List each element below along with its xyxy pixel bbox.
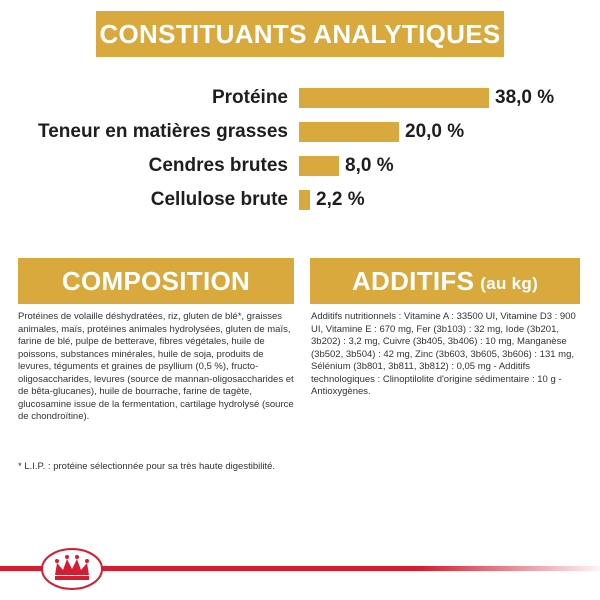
- constituent-label: Teneur en matières grasses: [38, 121, 288, 142]
- constituent-label: Protéine: [211, 87, 288, 108]
- constituent-value: 2,2 %: [316, 189, 365, 210]
- constituent-row: [0, 187, 600, 213]
- additifs-unit: (au kg): [480, 273, 539, 293]
- constituent-label: Cellulose brute: [150, 189, 288, 210]
- constituent-value: 38,0 %: [495, 87, 555, 108]
- additifs-text: Additifs nutritionnels : Vitamine A : 33500 UI, Vitamine D3 : 900 UI, Vitamine E : 670 mg, Fer (3b103) : 32 mg, Iode (3b201, 3b202) : 3,2 mg, Cuivre (3b405, 3b406) : 10 mg, Manganèse (3b502, 3b504) : 42 mg, Zinc (3b603, 3b605, 3b606) : 131 mg, Sélénium (3b801, 3b811, 3b812) : 0,05 mg - Additifs technologiques : Clinoptilolite d'origine sédimentaire : 10 g - Antioxygènes.: [311, 311, 576, 397]
- additifs-banner: [310, 258, 580, 304]
- constituants-analytiques-title: CONSTITUANTS ANALYTIQUES: [99, 18, 501, 49]
- constituent-row: [0, 119, 600, 145]
- footnote: * L.I.P. : protéine sélectionnée pour sa très haute digestibilité.: [18, 461, 276, 472]
- constituent-bar: [299, 156, 339, 176]
- constituent-value: 8,0 %: [345, 155, 394, 176]
- crown-logo-icon: [41, 548, 103, 590]
- constituent-row: [0, 153, 600, 179]
- composition-text: Protéines de volaille déshydratées, riz, gluten de blé*, graisses animales, maïs, protéines animales hydrolysées, gluten de maïs, farine de blé, pulpe de betterave, fibres végétales, huile de poissons, substances minérales, huile de soja, produits de levures, téguments et graines de psyllium (0,5 %), fructo-oligosaccharides, levures (source de mannan-oligosaccharides et de bêta-glucanes), huile de bourrache, farine de tagète, glucosamine issue de la fermentation, cartilage hydrolysé (source de chondroïtine).: [18, 311, 294, 422]
- constituent-bar: [299, 122, 399, 142]
- constituants-analytiques-banner: [96, 11, 504, 57]
- constituent-label: Cendres brutes: [148, 155, 288, 176]
- constituent-value: 20,0 %: [405, 121, 465, 142]
- composition-banner: [18, 258, 294, 304]
- constituent-row: [0, 85, 600, 111]
- constituent-bar: [299, 190, 310, 210]
- additifs-title: ADDITIFS: [351, 265, 475, 296]
- constituent-bar: [299, 88, 489, 108]
- composition-title: COMPOSITION: [61, 265, 251, 296]
